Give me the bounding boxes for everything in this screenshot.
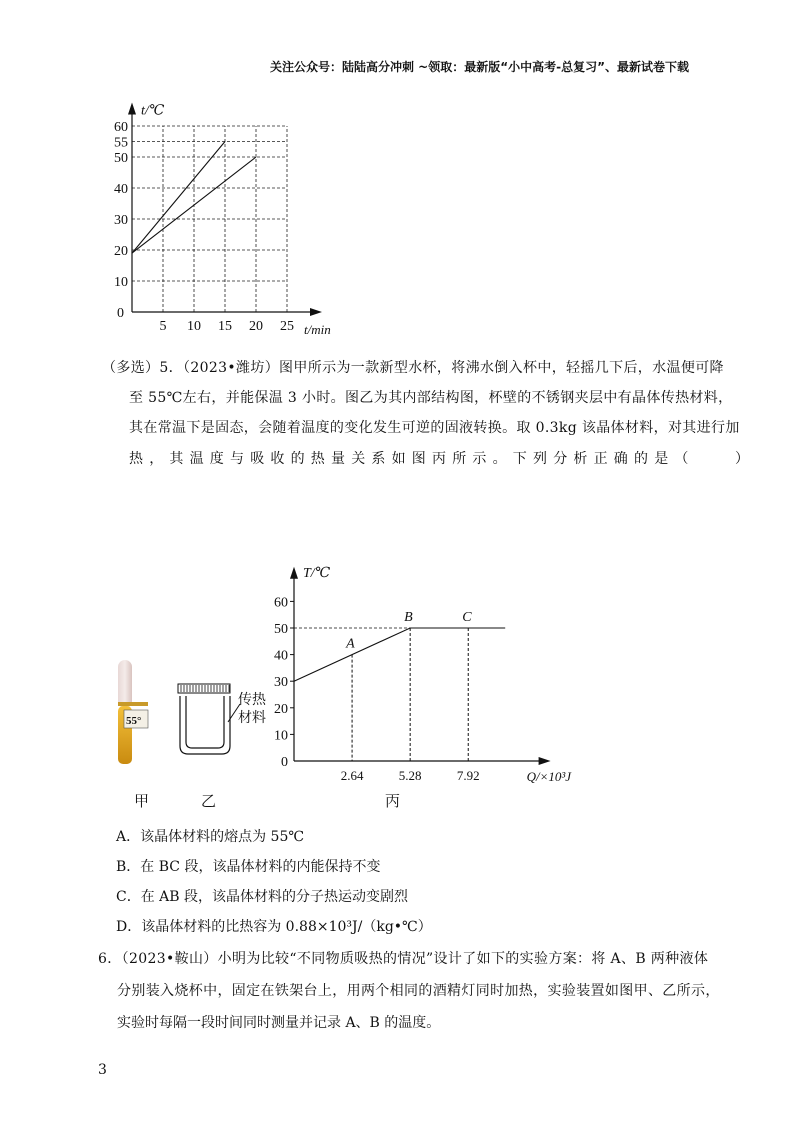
y-axis-arrow (290, 567, 298, 579)
cup-inner-wall (186, 696, 224, 748)
q6-line-1: 6．（2023•鞍山）小明为比较“不同物质吸热的情况”设计了如下的实验方案：将 A、B 两种液体 (98, 951, 709, 967)
q6-line-3: 实验时每隔一段时间同时测量并记录 A、B 的温度。 (117, 1015, 441, 1031)
option-b: B．在 BC 段，该晶体材料的内能保持不变 (116, 859, 381, 875)
q5-line-4: 热，其温度与吸收的热量关系如图丙所示。下列分析正确的是（ ） (129, 451, 756, 467)
y-tick-label: 10 (274, 728, 288, 744)
y-tick-label: 50 (114, 151, 128, 166)
caption-jia: 甲 (134, 792, 150, 810)
cup-label-line-1: 传热 (238, 693, 266, 708)
caption-yi: 乙 (201, 792, 217, 810)
series-line-heating (294, 628, 505, 681)
figure-jia-cup-photo (108, 658, 158, 768)
y-tick-label: 40 (114, 182, 128, 197)
x-tick-label: 5.28 (398, 768, 422, 783)
y-tick-label: 60 (114, 120, 128, 135)
temperature-heat-chart (262, 565, 602, 785)
series-line-steep (132, 142, 225, 254)
x-tick-label: 5 (159, 319, 167, 334)
x-tick-label: 10 (187, 319, 201, 334)
temperature-time-chart (100, 86, 360, 336)
option-c: C．在 AB 段，该晶体材料的分子热运动变剧烈 (116, 889, 409, 905)
page-number: 3 (98, 1062, 107, 1078)
point-label-C: C (462, 610, 472, 625)
x-axis-label: Q/×10³J (526, 769, 572, 784)
thermo-reading: 55° (126, 715, 142, 727)
x-tick-label: 2.64 (340, 768, 364, 783)
y-axis-label: t/℃ (141, 103, 165, 119)
cup-lid (178, 684, 230, 693)
cup-label-line-2: 材料 (238, 711, 266, 726)
y-axis-label: T/℃ (303, 565, 331, 581)
y-tick-label: 50 (274, 622, 288, 637)
y-tick-label: 60 (274, 595, 288, 611)
x-axis-arrow (539, 757, 551, 765)
caption-bing: 丙 (385, 792, 401, 810)
y-tick-label: 10 (114, 275, 128, 290)
point-label-A: A (346, 636, 355, 652)
x-axis-label: t/min (304, 322, 331, 337)
option-d: D．该晶体材料的比热容为 0.88×10³J/（kg•℃） (116, 919, 432, 935)
y-tick-label: 30 (274, 675, 288, 691)
q5-line-2: 至 55℃左右，并能保温 3 小时。图乙为其内部结构图，杯壁的不锈钢夹层中有晶体传热材料， (129, 390, 733, 406)
x-axis-arrow (310, 308, 322, 316)
y-tick-label: 20 (274, 701, 288, 717)
q5-line-3: 其在常温下是固态，会随着温度的变化发生可逆的固液转换。取 0.3kg 该晶体材料，对其进行加 (129, 420, 740, 436)
cup-outer-wall (180, 696, 230, 754)
q6-line-2: 分别装入烧杯中，固定在铁架台上，用两个相同的酒精灯同时加热，实验装置如图甲、乙所示， (117, 983, 720, 999)
q5-line-1: （多选）5．（2023•潍坊）图甲所示为一款新型水杯，将沸水倒入杯中，轻摇几下后，水温便可降 (102, 360, 724, 376)
figure-yi-cup-structure (170, 682, 275, 757)
y-tick-label: 40 (274, 648, 288, 664)
y-tick-label: 55 (114, 135, 128, 151)
page-header: 关注公众号：陆陆高分冲刺 ~领取：最新版“小中高考-总复习”、最新试卷下载 (270, 60, 689, 74)
x-tick-label: 7.92 (456, 768, 480, 783)
point-label-B: B (404, 610, 413, 625)
y-tick-label: 20 (114, 244, 128, 259)
option-a: A．该晶体材料的熔点为 55℃ (116, 829, 305, 845)
y-axis-arrow (128, 103, 136, 115)
y-tick-label: 30 (114, 213, 128, 228)
x-tick-label: 15 (218, 319, 232, 334)
x-tick-label: 20 (249, 319, 263, 334)
x-tick-label: 25 (280, 319, 294, 334)
origin-label: 0 (117, 306, 124, 321)
origin-label: 0 (281, 755, 288, 770)
